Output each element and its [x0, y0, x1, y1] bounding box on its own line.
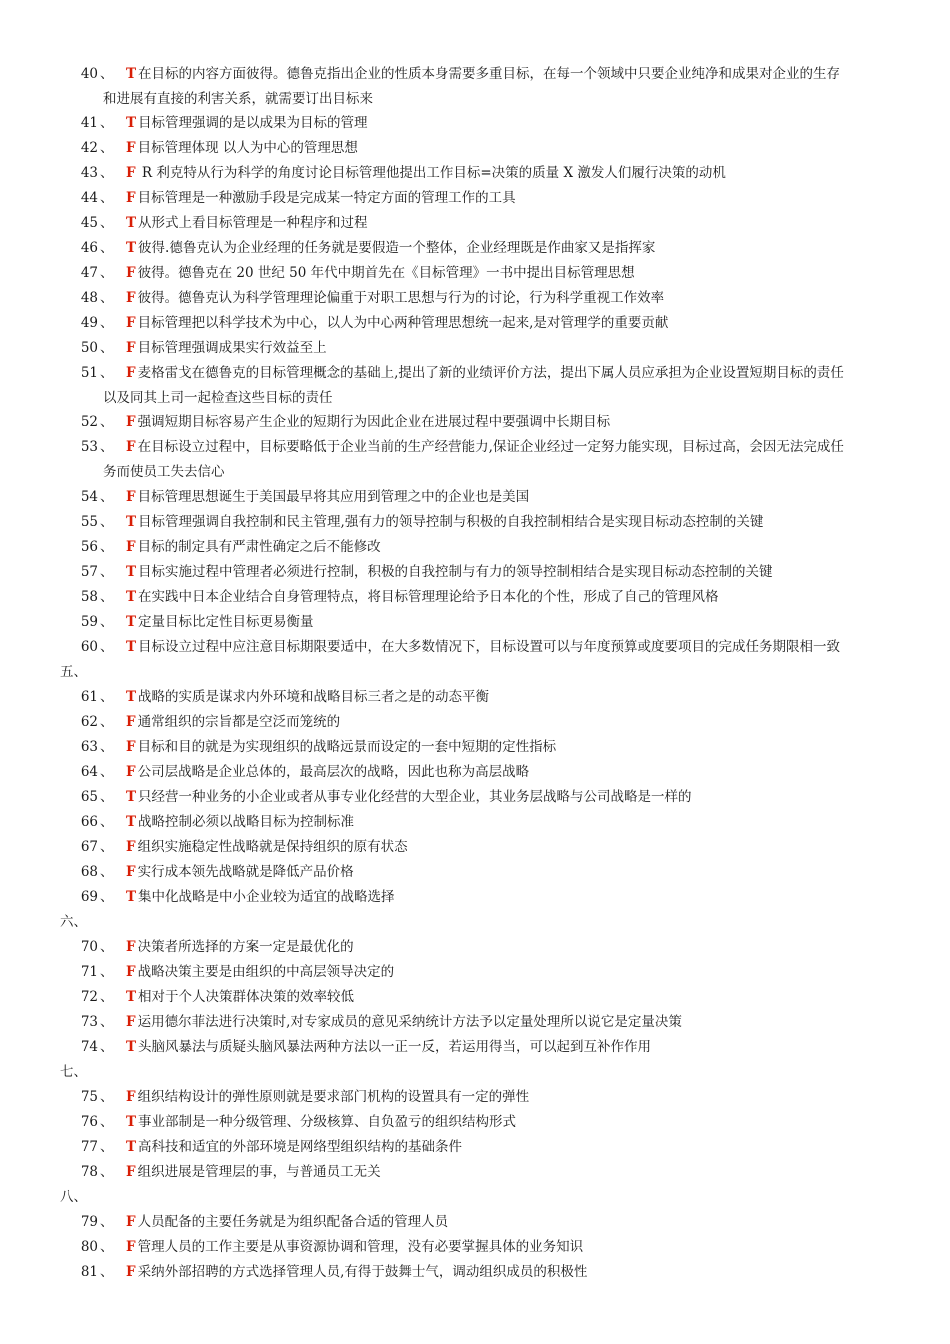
question-item [0, 1010, 950, 1035]
answer-mark: T [126, 513, 137, 530]
question-line [104, 789, 692, 805]
question-item [0, 161, 950, 186]
answer-mark: F [126, 315, 136, 332]
question-number: 49 [80, 315, 98, 332]
question-item [0, 435, 950, 484]
question-item [0, 885, 950, 910]
number-separator: 、 [100, 1238, 114, 1255]
question-number: 51 [80, 365, 98, 382]
question-text: 运用德尔菲法进行决策时,对专家成员的意见采纳统计方法予以定量处理所以说它是定量决策 [137, 1013, 682, 1030]
number-separator: 、 [100, 1263, 114, 1280]
answer-mark: T [126, 688, 137, 705]
answer-mark: F [126, 538, 136, 555]
question-item [0, 186, 950, 211]
answer-mark: F [126, 1213, 136, 1230]
question-line [104, 165, 726, 181]
number-separator: 、 [100, 414, 114, 431]
question-number: 43 [80, 165, 98, 182]
number-separator: 、 [100, 265, 114, 282]
number-separator: 、 [100, 290, 114, 307]
number-separator: 、 [100, 1213, 114, 1230]
question-line [104, 739, 556, 755]
question-number: 53 [80, 439, 98, 456]
question-number: 63 [80, 738, 98, 755]
question-text: 战略决策主要是由组织的中高层领导决定的 [137, 963, 395, 980]
section-heading: 五、 [60, 663, 87, 680]
number-separator: 、 [100, 165, 114, 182]
question-text: 组织进展是管理层的事，与普通员工无关 [137, 1163, 381, 1180]
answer-mark: F [126, 713, 136, 730]
question-text: 战略的实质是谋求内外环境和战略目标三者之是的动态平衡 [138, 688, 490, 705]
question-text: 麦格雷戈在德鲁克的目标管理概念的基础上,提出了新的业绩评价方法，提出下属人员应承担为企业设置短期目标的责任 [137, 365, 844, 382]
answer-mark: T [126, 563, 137, 580]
question-line [104, 439, 844, 455]
question-number: 56 [80, 538, 98, 555]
answer-mark: F [126, 838, 136, 855]
document-body [0, 62, 950, 1285]
answer-mark: T [126, 66, 137, 82]
question-line [104, 764, 529, 780]
number-separator: 、 [100, 365, 114, 382]
question-number: 61 [80, 688, 98, 705]
question-line [104, 340, 327, 356]
question-number: 40 [80, 66, 98, 82]
question-item [0, 336, 950, 361]
question-text: 在实践中日本企业结合自身管理特点，将目标管理理论给予日本化的个性，形成了自己的管理风格 [138, 588, 719, 605]
question-text-continued: 以及同其上司一起检查这些目标的责任 [103, 389, 333, 406]
question-line [104, 414, 610, 430]
question-number: 70 [80, 938, 98, 955]
answer-mark: F [126, 290, 136, 307]
question-item [0, 1210, 950, 1235]
question-number: 67 [80, 838, 98, 855]
question-number: 62 [80, 713, 98, 730]
number-separator: 、 [100, 563, 114, 580]
question-number: 71 [80, 963, 98, 980]
question-line [104, 614, 314, 630]
question-number: 78 [80, 1163, 98, 1180]
question-line [104, 315, 668, 331]
question-item [0, 535, 950, 560]
number-separator: 、 [100, 938, 114, 955]
question-line [104, 140, 358, 156]
question-number: 72 [80, 988, 98, 1005]
question-text: 目标实施过程中管理者必须进行控制，积极的自我控制与有力的领导控制相结合是实现目标动态控制的关键 [138, 563, 773, 580]
question-line [104, 639, 840, 655]
question-line [104, 1239, 583, 1255]
question-line [104, 265, 635, 281]
question-line [104, 115, 368, 131]
question-line [104, 190, 516, 206]
question-text: 在目标的内容方面彼得。德鲁克指出企业的性质本身需要多重目标，在每一个领域中只要企业纯净和成果对企业的生存 [138, 66, 841, 82]
question-line [104, 514, 763, 530]
question-line [104, 1264, 587, 1280]
question-item [0, 560, 950, 585]
question-item [0, 510, 950, 535]
question-text: 从形式上看目标管理是一种程序和过程 [138, 215, 368, 232]
question-line [104, 864, 354, 880]
question-item [0, 685, 950, 710]
question-text: 目标管理强调的是以成果为目标的管理 [138, 115, 368, 132]
question-text: R 利克特从行为科学的角度讨论目标管理他提出工作目标=决策的质量 X 激发人们履行决策的动机 [137, 165, 726, 182]
question-item [0, 835, 950, 860]
question-line [104, 1014, 682, 1030]
question-text: 目标和目的就是为实现组织的战略远景而设定的一套中短期的定性指标 [137, 738, 557, 755]
question-item [0, 136, 950, 161]
question-text: 目标的制定具有严肃性确定之后不能修改 [137, 538, 381, 555]
question-text: 目标管理体现 以人为中心的管理思想 [137, 140, 358, 157]
number-separator: 、 [100, 190, 114, 207]
number-separator: 、 [100, 66, 114, 82]
answer-mark: T [126, 240, 137, 257]
question-text-continued: 和进展有直接的利害关系，就需要订出目标来 [103, 90, 373, 107]
number-separator: 、 [100, 315, 114, 332]
number-separator: 、 [100, 439, 114, 456]
number-separator: 、 [100, 713, 114, 730]
answer-mark: F [126, 140, 136, 157]
answer-mark: F [126, 1238, 136, 1255]
question-line [104, 215, 368, 231]
question-number: 77 [80, 1138, 98, 1155]
question-number: 48 [80, 290, 98, 307]
question-line [104, 539, 381, 555]
answer-mark: F [126, 1163, 136, 1180]
question-number: 81 [80, 1263, 98, 1280]
number-separator: 、 [100, 538, 114, 555]
number-separator: 、 [100, 613, 114, 630]
question-text: 人员配备的主要任务就是为组织配备合适的管理人员 [137, 1213, 449, 1230]
answer-mark: F [126, 1263, 136, 1280]
answer-mark: F [126, 488, 136, 505]
question-number: 60 [80, 638, 98, 655]
answer-mark: F [126, 863, 136, 880]
question-text: 目标管理思想诞生于美国最早将其应用到管理之中的企业也是美国 [137, 488, 530, 505]
question-item [0, 1085, 950, 1110]
question-line [104, 989, 354, 1005]
question-number: 57 [80, 563, 98, 580]
question-text: 目标设立过程中应注意目标期限要适中，在大多数情况下，目标设置可以与年度预算或度要项目的完成任务期限相一致 [138, 638, 841, 655]
question-text: 定量目标比定性目标更易衡量 [138, 613, 314, 630]
answer-mark: F [126, 414, 136, 431]
answer-mark: F [126, 1013, 136, 1030]
question-item [0, 311, 950, 336]
question-item [0, 236, 950, 261]
question-item [0, 610, 950, 635]
answer-mark: F [126, 763, 136, 780]
question-text: 采纳外部招聘的方式选择管理人员,有得于鼓舞士气，调动组织成员的积极性 [137, 1263, 588, 1280]
answer-mark: T [126, 788, 137, 805]
number-separator: 、 [100, 1038, 114, 1055]
question-number: 73 [80, 1013, 98, 1030]
question-line [104, 564, 773, 580]
number-separator: 、 [100, 813, 114, 830]
question-text: 彼得。德鲁克认为科学管理理论偏重于对职工思想与行为的讨论，行为科学重视工作效率 [137, 290, 665, 307]
question-item [0, 785, 950, 810]
question-item [0, 1235, 950, 1260]
answer-mark: F [126, 165, 136, 182]
answer-mark: T [126, 638, 137, 655]
question-text: 只经营一种业务的小企业或者从事专业化经营的大型企业，其业务层战略与公司战略是一样的 [138, 788, 692, 805]
question-item [0, 960, 950, 985]
question-item [0, 62, 950, 111]
question-line [104, 714, 340, 730]
question-item [0, 286, 950, 311]
question-item [0, 1135, 950, 1160]
number-separator: 、 [100, 140, 114, 157]
question-line [104, 589, 719, 605]
question-text: 目标管理把以科学技术为中心，以人为中心两种管理思想统一起来,是对管理学的重要贡献 [137, 315, 669, 332]
question-text: 决策者所选择的方案一定是最优化的 [137, 938, 354, 955]
question-text: 彼得.德鲁克认为企业经理的任务就是要假造一个整体，企业经理既是作曲家又是指挥家 [138, 240, 656, 257]
question-text: 公司层战略是企业总体的，最高层次的战略，因此也称为高层战略 [137, 763, 530, 780]
question-number: 76 [80, 1113, 98, 1130]
number-separator: 、 [100, 1113, 114, 1130]
question-item [0, 1110, 950, 1135]
question-item [0, 860, 950, 885]
number-separator: 、 [100, 1088, 114, 1105]
question-number: 45 [80, 215, 98, 232]
question-number: 55 [80, 513, 98, 530]
question-item [0, 1035, 950, 1060]
number-separator: 、 [100, 115, 114, 132]
answer-mark: T [126, 588, 137, 605]
question-number: 64 [80, 763, 98, 780]
number-separator: 、 [100, 215, 114, 232]
question-line [104, 689, 489, 705]
question-text: 实行成本领先战略就是降低产品价格 [137, 863, 354, 880]
question-line [104, 365, 844, 381]
answer-mark: T [126, 613, 137, 630]
question-item [0, 935, 950, 960]
answer-mark: F [126, 938, 136, 955]
question-line [104, 1214, 448, 1230]
number-separator: 、 [100, 738, 114, 755]
question-text: 彼得。德鲁克在 20 世纪 50 年代中期首先在《目标管理》一书中提出目标管理思想 [137, 265, 635, 282]
answer-mark: T [126, 1038, 137, 1055]
number-separator: 、 [100, 638, 114, 655]
question-number: 54 [80, 488, 98, 505]
question-number: 65 [80, 788, 98, 805]
answer-mark: F [126, 963, 136, 980]
question-text: 高科技和适宜的外部环境是网络型组织结构的基础条件 [138, 1138, 463, 1155]
section-heading: 六、 [60, 913, 87, 930]
section-heading: 七、 [60, 1063, 87, 1080]
answer-mark: F [126, 365, 136, 382]
question-number: 52 [80, 414, 98, 431]
answer-mark: F [126, 265, 136, 282]
question-item [0, 1260, 950, 1285]
question-number: 58 [80, 588, 98, 605]
question-line [104, 1114, 516, 1130]
question-number: 59 [80, 613, 98, 630]
question-line [104, 290, 664, 306]
question-number: 79 [80, 1213, 98, 1230]
number-separator: 、 [100, 688, 114, 705]
question-item [0, 485, 950, 510]
number-separator: 、 [100, 863, 114, 880]
question-text: 集中化战略是中小企业较为适宜的战略选择 [138, 888, 395, 905]
answer-mark: F [126, 190, 136, 207]
number-separator: 、 [100, 1163, 114, 1180]
number-separator: 、 [100, 588, 114, 605]
question-text: 目标管理是一种激励手段是完成某一特定方面的管理工作的工具 [137, 190, 516, 207]
answer-mark: T [126, 215, 137, 232]
number-separator: 、 [100, 763, 114, 780]
question-line [104, 889, 395, 905]
question-number: 46 [80, 240, 98, 257]
answer-mark: T [126, 115, 137, 132]
question-line [104, 1139, 462, 1155]
question-line [104, 814, 354, 830]
question-line [104, 489, 529, 505]
question-text: 目标管理强调成果实行效益至上 [137, 340, 327, 357]
number-separator: 、 [100, 240, 114, 257]
answer-mark: F [126, 340, 136, 357]
question-text-continued: 务而使员工失去信心 [103, 463, 225, 480]
question-item [0, 261, 950, 286]
answer-mark: F [126, 1088, 136, 1105]
question-item [0, 985, 950, 1010]
answer-mark: T [126, 888, 137, 905]
question-item [0, 1160, 950, 1185]
question-text: 管理人员的工作主要是从事资源协调和管理，没有必要掌握具体的业务知识 [137, 1238, 584, 1255]
number-separator: 、 [100, 488, 114, 505]
number-separator: 、 [100, 788, 114, 805]
answer-mark: F [126, 738, 136, 755]
answer-mark: T [126, 988, 137, 1005]
number-separator: 、 [100, 1138, 114, 1155]
question-number: 41 [80, 115, 98, 132]
question-item [0, 410, 950, 435]
question-line [104, 939, 354, 955]
number-separator: 、 [100, 513, 114, 530]
question-item [0, 585, 950, 610]
number-separator: 、 [100, 963, 114, 980]
question-number: 75 [80, 1088, 98, 1105]
question-text: 通常组织的宗旨都是空泛而笼统的 [137, 713, 341, 730]
question-number: 74 [80, 1038, 98, 1055]
section-heading: 八、 [60, 1188, 87, 1205]
question-line [104, 66, 840, 82]
question-text: 战略控制必须以战略目标为控制标准 [138, 813, 355, 830]
question-line [104, 964, 394, 980]
question-item [0, 760, 950, 785]
question-item [0, 211, 950, 236]
answer-mark: F [126, 439, 136, 456]
question-number: 69 [80, 888, 98, 905]
question-line [104, 240, 655, 256]
question-item [0, 735, 950, 760]
question-number: 50 [80, 340, 98, 357]
question-item [0, 111, 950, 136]
question-text: 在目标设立过程中，目标要略低于企业当前的生产经营能力,保证企业经过一定努力能实现，目标过高，会因无法完成任 [137, 439, 844, 456]
question-number: 44 [80, 190, 98, 207]
question-line [104, 839, 408, 855]
question-line [104, 1039, 651, 1055]
question-text: 目标管理强调自我控制和民主管理,强有力的领导控制与积极的自我控制相结合是实现目标动态控制的关键 [138, 513, 764, 530]
question-text: 强调短期目标容易产生企业的短期行为因此企业在进展过程中要强调中长期目标 [137, 414, 611, 431]
question-text: 头脑风暴法与质疑头脑风暴法两种方法以一正一反，若运用得当，可以起到互补作作用 [138, 1038, 652, 1055]
question-line [104, 1089, 529, 1105]
answer-mark: T [126, 1138, 137, 1155]
question-text: 组织实施稳定性战略就是保持组织的原有状态 [137, 838, 408, 855]
question-number: 42 [80, 140, 98, 157]
number-separator: 、 [100, 1013, 114, 1030]
question-item [0, 810, 950, 835]
question-number: 66 [80, 813, 98, 830]
question-number: 68 [80, 863, 98, 880]
question-item [0, 635, 950, 660]
question-text: 组织结构设计的弹性原则就是要求部门机构的设置具有一定的弹性 [137, 1088, 530, 1105]
question-item [0, 361, 950, 410]
question-number: 80 [80, 1238, 98, 1255]
number-separator: 、 [100, 838, 114, 855]
number-separator: 、 [100, 340, 114, 357]
answer-mark: T [126, 1113, 137, 1130]
question-item [0, 710, 950, 735]
question-line [104, 1164, 381, 1180]
question-text: 相对于个人决策群体决策的效率较低 [138, 988, 355, 1005]
number-separator: 、 [100, 888, 114, 905]
question-number: 47 [80, 265, 98, 282]
number-separator: 、 [100, 988, 114, 1005]
question-text: 事业部制是一种分级管理、分级核算、自负盈亏的组织结构形式 [138, 1113, 517, 1130]
answer-mark: T [126, 813, 137, 830]
